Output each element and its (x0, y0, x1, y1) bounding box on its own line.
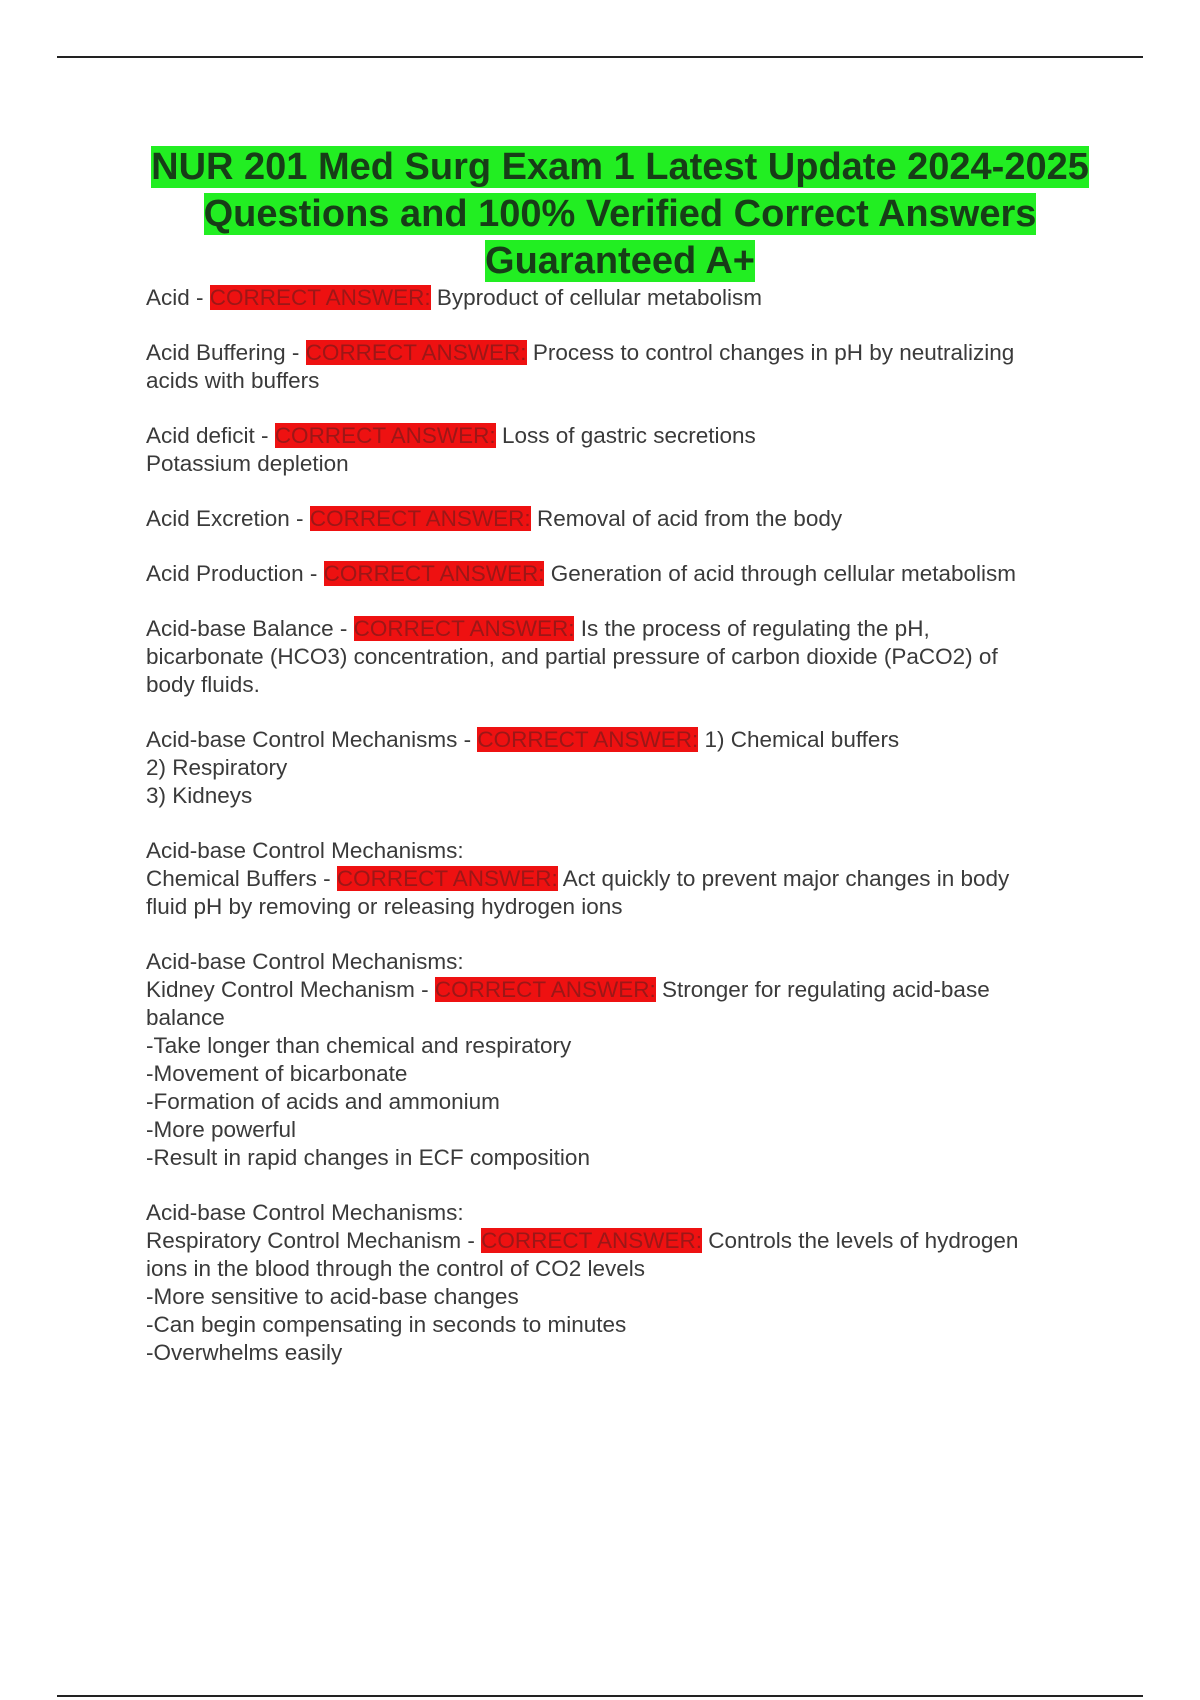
correct-answer-tag: CORRECT ANSWER: (309, 506, 531, 531)
answer-line: fluid pH by removing or releasing hydrogen ions (146, 894, 623, 919)
term-line: Acid-base Control Mechanisms: (146, 949, 464, 974)
entry-kidney-control (146, 948, 1091, 1172)
term: Chemical Buffers - (146, 866, 331, 891)
entry-line (146, 976, 1091, 1004)
answer-line: -Formation of acids and ammonium (146, 1089, 500, 1114)
answer: Byproduct of cellular metabolism (436, 285, 763, 310)
answer-line: acids with buffers (146, 368, 320, 393)
top-rule (57, 56, 1143, 58)
answer-line: -Overwhelms easily (146, 1340, 343, 1365)
answer-line: -More powerful (146, 1117, 297, 1142)
answer-line: -More sensitive to acid-base changes (146, 1284, 519, 1309)
answer-line: body fluids. (146, 672, 260, 697)
term: Acid-base Balance - (146, 616, 348, 641)
correct-answer-tag: CORRECT ANSWER: (323, 561, 545, 586)
term: Acid deficit - (146, 423, 269, 448)
term: Acid-base Control Mechanisms - (146, 727, 472, 752)
entry-acid-base-balance (146, 615, 1091, 699)
answer: Is the process of regulating the pH, (580, 616, 930, 641)
entry-line (146, 865, 1091, 893)
answer: Generation of acid through cellular metabolism (550, 561, 1016, 586)
answer-line: -Movement of bicarbonate (146, 1061, 408, 1086)
answer: Process to control changes in pH by neutralizing (532, 340, 1015, 365)
term: Respiratory Control Mechanism - (146, 1228, 475, 1253)
correct-answer-tag: CORRECT ANSWER: (434, 977, 656, 1002)
entry-line (146, 726, 1091, 754)
entry-respiratory-control (146, 1199, 1091, 1367)
answer-line: bicarbonate (HCO3) concentration, and partial pressure of carbon dioxide (PaCO2) of (146, 644, 998, 669)
term: Acid - (146, 285, 204, 310)
entry-control-mechanisms (146, 726, 1091, 810)
correct-answer-tag: CORRECT ANSWER: (209, 285, 431, 310)
entry-line (146, 284, 1091, 312)
entry-acid-production (146, 560, 1091, 588)
correct-answer-tag: CORRECT ANSWER: (481, 1228, 702, 1253)
correct-answer-tag: CORRECT ANSWER: (274, 423, 496, 448)
entry-acid-excretion (146, 505, 1091, 533)
answer-line: 3) Kidneys (146, 783, 253, 808)
entry-line (146, 422, 1091, 450)
document-title (140, 144, 1100, 285)
bottom-rule (57, 1695, 1143, 1697)
entry-line (146, 560, 1091, 588)
entry-line (146, 339, 1091, 367)
term: Kidney Control Mechanism - (146, 977, 429, 1002)
answer-line: -Can begin compensating in seconds to minutes (146, 1312, 627, 1337)
flashcard-list (146, 284, 1091, 1394)
term: Acid Production - (146, 561, 318, 586)
entry-line (146, 615, 1091, 643)
term-line: Acid-base Control Mechanisms: (146, 1200, 464, 1225)
answer-line: 2) Respiratory (146, 755, 288, 780)
title-highlight: NUR 201 Med Surg Exam 1 Latest Update 2024-2025 Questions and 100% Verified Correct Answers Guaranteed A+ (151, 146, 1089, 282)
entry-chemical-buffers (146, 837, 1091, 921)
entry-acid-buffering (146, 339, 1091, 395)
correct-answer-tag: CORRECT ANSWER: (353, 616, 575, 641)
answer-line: ions in the blood through the control of CO2 levels (146, 1256, 646, 1281)
entry-line (146, 1227, 1091, 1255)
answer: Loss of gastric secretions (501, 423, 756, 448)
answer: Controls the levels of hydrogen (708, 1228, 1019, 1253)
answer-line: Potassium depletion (146, 451, 349, 476)
answer: Stronger for regulating acid-base (662, 977, 990, 1002)
term: Acid Buffering - (146, 340, 300, 365)
answer: Act quickly to prevent major changes in body (562, 866, 1010, 891)
answer: 1) Chemical buffers (704, 727, 900, 752)
answer-line: -Result in rapid changes in ECF composition (146, 1145, 590, 1170)
entry-acid-deficit (146, 422, 1091, 478)
correct-answer-tag: CORRECT ANSWER: (336, 866, 558, 891)
term-line: Acid-base Control Mechanisms: (146, 838, 464, 863)
entry-acid (146, 284, 1091, 312)
answer-line: balance (146, 1005, 225, 1030)
answer-line: -Take longer than chemical and respiratory (146, 1033, 572, 1058)
entry-line (146, 505, 1091, 533)
correct-answer-tag: CORRECT ANSWER: (305, 340, 527, 365)
answer: Removal of acid from the body (536, 506, 843, 531)
correct-answer-tag: CORRECT ANSWER: (477, 727, 699, 752)
term: Acid Excretion - (146, 506, 304, 531)
